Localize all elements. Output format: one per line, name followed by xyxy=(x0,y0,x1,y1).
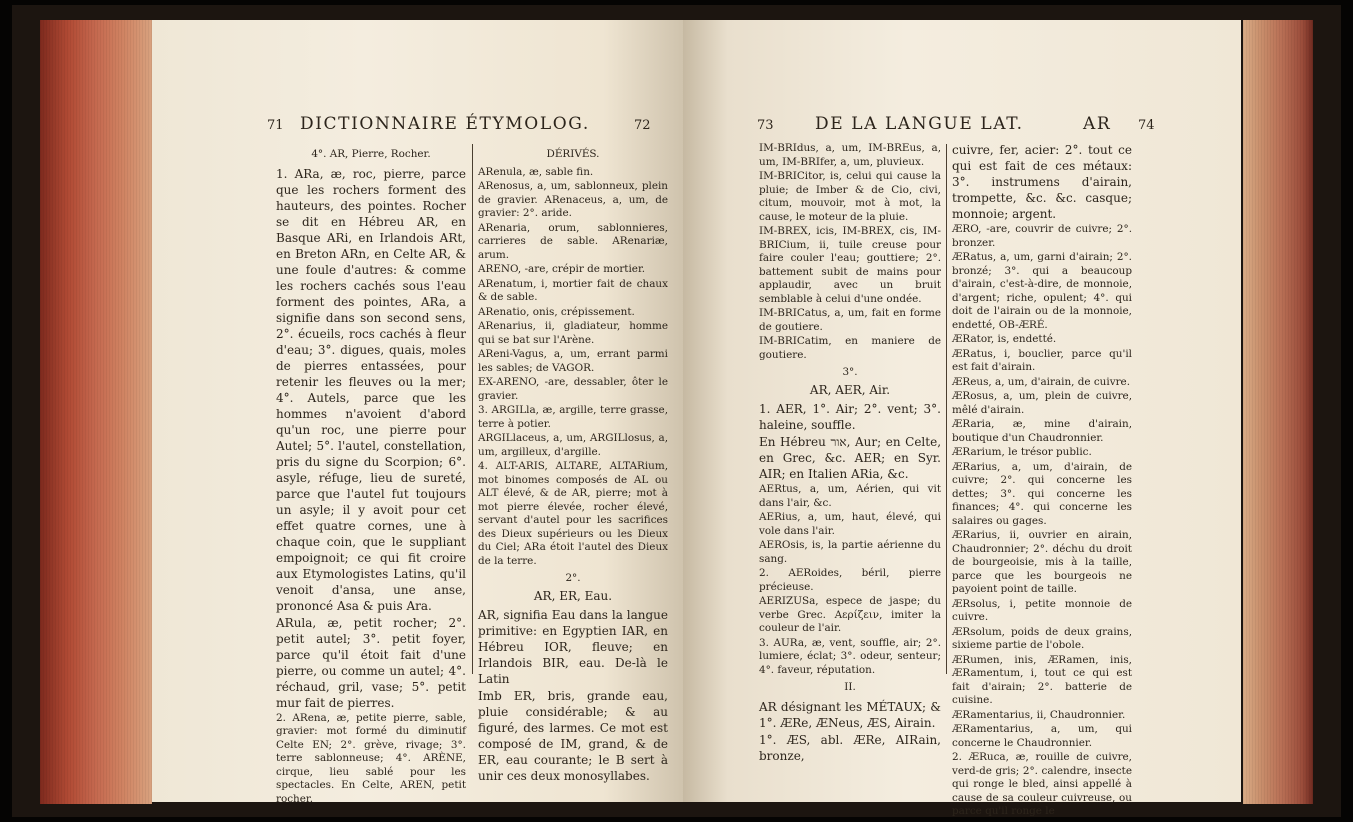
entry-paragraph: ÆRumen, inis, ÆRamen, inis, ÆRamentum, i, tout ce qui est fait d'airain; 2°. batterie de cuisine. xyxy=(952,653,1132,706)
entry-paragraph: AR, signifia Eau dans la langue primitive: en Egyptien IAR, en Hébreu IOR, fleuve; en Irlandois BIR, eau. De-là le Latin xyxy=(478,608,668,686)
entry-paragraph: 2. AERoides, béril, pierre précieuse. xyxy=(759,567,941,593)
entry-paragraph: ÆRarius, a, um, d'airain, de cuivre; 2°. qui concerne les dettes; 3°. qui concerne les finances; 4°. qui concerne les salaires ou gages. xyxy=(952,460,1132,527)
left-page-number-b: 72 xyxy=(634,118,651,133)
entry-paragraph: ÆRamentarius, a, um, qui concerne le Chaudronnier. xyxy=(952,723,1132,749)
entry-paragraph: AEROsis, is, la partie aérienne du sang. xyxy=(759,539,941,565)
entry-paragraph: 2. ARena, æ, petite pierre, sable, gravier: mot formé du diminutif Celte EN; 2°. grève, rivage; 3°. terre sablonneuse; 4°. ARÈNE, cirque, lieu sablé pour les spectacles. En Celte, AREN, petit rocher. xyxy=(276,711,466,805)
entry-paragraph: DÉRIVÉS. xyxy=(546,148,600,160)
entry-paragraph: 1°. ÆS, abl. ÆRe, AIRain, bronze, xyxy=(759,732,941,763)
entry-paragraph: IM-BRICitor, is, celui qui cause la pluie; de Imber & de Cio, civi, citum, mouvoir, mot à mot, la cause, le moteur de la pluie. xyxy=(759,170,941,223)
right-page-number-b: 74 xyxy=(1138,118,1155,133)
entry-paragraph: ÆReus, a, um, d'airain, de cuivre. xyxy=(952,375,1130,388)
right-page xyxy=(683,20,1241,817)
entry-paragraph: IM-BREX, icis, IM-BREX, cis, IM-BRICium, ii, tuile creuse pour faire couler l'eau; gouttiere; 2°. battement subit de mains pour applaudir, avec un bruit semblable à celui d'une ondée. xyxy=(759,225,941,305)
entry-paragraph: AR désignant les MÉTAUX; & 1°. ÆRe, ÆNeus, ÆS, Airain. xyxy=(759,699,941,730)
entry-paragraph: 1. ARa, æ, roc, pierre, parce que les rochers forment des hauteurs, des pointes. Rocher se dit en Hébreu AR, en Basque ARi, en Irlandois ARt, en Breton ARn, en Celte AR, & une foule d'autres: & comme les rochers cachés sous l'eau forment des pointes, ARa, a signifie dans son second sens, 2°. écueils, rocs cachés à fleur d'eau; 3°. digues, quais, moles de pierres entassées, pour retenir les fleuves ou la mer; 4°. Autels, parce que les hommes n'avoient d'abord qu'un roc, une pierre pour Autel; 5°. l'autel, constellation, pris du signe du Scorpion; 6°. asyle, réfuge, lieu de sureté, parce que l'autel fut toujours un asyle; il y avoit pour cet effet quatre cornes, une à chaque coin, que le suppliant empoignoit; ce qui fit croire aux Etymologistes Latins, qu'il venoit d'ansa, une anse, prononcé Asa & puis Ara. xyxy=(276,166,466,613)
right-column-rule xyxy=(946,144,947,674)
entry-paragraph: ÆRsolum, poids de deux grains, sixieme partie de l'obole. xyxy=(952,625,1132,651)
entry-paragraph: 3°. xyxy=(842,366,858,378)
entry-paragraph: 2°. xyxy=(565,572,581,584)
entry-paragraph: AERIZUSa, espece de jaspe; du verbe Grec. Αερίζειν, imiter la couleur de l'air. xyxy=(759,595,941,634)
entry-paragraph: ÆRsolus, i, petite monnoie de cuivre. xyxy=(952,597,1132,623)
right-page-edges xyxy=(1243,20,1313,804)
entry-paragraph: AReni-Vagus, a, um, errant parmi les sables; de VAGOR. xyxy=(478,348,668,374)
entry-paragraph: 4. ALT-ARIS, ALTARE, ALTARium, mot binomes composés de AL ou ALT élevé, & de AR, pierre; mot à mot pierre élevée, rocher élevé, servant d'autel pour les sacrifices des Dieux supérieurs ou les Dieux du Ciel; ARa étoit l'autel des Dieux de la terre. xyxy=(478,460,668,567)
entry-paragraph: ÆRatus, i, bouclier, parce qu'il est fait d'airain. xyxy=(952,347,1132,373)
entry-paragraph: IM-BRICatim, en maniere de goutiere. xyxy=(759,335,941,361)
entry-paragraph: 3. AURa, æ, vent, souffle, air; 2°. lumiere, éclat; 3°. odeur, senteur; 4°. faveur, réputation. xyxy=(759,636,941,676)
left-column-1 xyxy=(276,144,466,805)
entry-paragraph: IM-BRICatus, a, um, fait en forme de goutiere. xyxy=(759,307,941,333)
left-page-edges xyxy=(40,20,152,804)
entry-paragraph: ARGILlaceus, a, um, ARGILlosus, a, um, argilleux, d'argille. xyxy=(478,432,668,458)
entry-paragraph: AERtus, a, um, Aérien, qui vit dans l'air, &c. xyxy=(759,483,941,509)
entry-paragraph: II. xyxy=(844,681,856,693)
entry-paragraph: ÆRarius, ii, ouvrier en airain, Chaudronnier; 2°. déchu du droit de bourgeoisie, mis à la taille, parce que les bourgeois ne payoient point de taille. xyxy=(952,529,1132,595)
entry-paragraph: ÆRamentarius, ii, Chaudronnier. xyxy=(952,708,1126,721)
entry-paragraph: En Hébreu אור, Aur; en Celte, en Grec, &c. AER; en Syr. AIR; en Italien ARia, &c. xyxy=(759,435,942,481)
entry-paragraph: ÆRosus, a, um, plein de cuivre, mêlé d'airain. xyxy=(952,390,1132,416)
entry-paragraph: AERius, a, um, haut, élevé, qui vole dans l'air. xyxy=(759,511,941,537)
entry-paragraph: ARula, æ, petit rocher; 2°. petit autel; 3°. petit foyer, parce qu'il étoit fait d'une pierre, ou comme un autel; 4°. réchaud, gril, vase; 5°. petit mur fait de pierres. xyxy=(276,615,466,710)
right-column-1 xyxy=(759,142,942,763)
entry-paragraph: Imb ER, bris, grande eau, pluie considérable; & au figuré, des larmes. Ce mot est composé de IM, grand, & de ER, eau courante; le B sert à unir ces deux monosyllabes. xyxy=(478,689,668,783)
entry-paragraph: ARenatio, onis, crépissement. xyxy=(478,305,635,318)
right-column-2 xyxy=(952,142,1132,817)
entry-paragraph: ARenosus, a, um, sablonneux, plein de gravier. ARenaceus, a, um, de gravier: 2°. aride. xyxy=(478,180,668,219)
left-column-2 xyxy=(478,144,668,783)
entry-paragraph: ARENO, -are, crépir de mortier. xyxy=(478,263,646,275)
entry-paragraph: ÆRarium, le trésor public. xyxy=(952,446,1092,458)
left-running-header: DICTIONNAIRE ÉTYMOLOG. xyxy=(300,114,590,134)
entry-paragraph: 1. AER, 1°. Air; 2°. vent; 3°. haleine, souffle. xyxy=(759,402,941,432)
left-column-rule xyxy=(472,144,473,674)
right-header-mark: AR xyxy=(1083,114,1112,134)
entry-paragraph: ÆRator, is, endetté. xyxy=(952,333,1057,345)
entry-paragraph: 2. ÆRuca, æ, rouille de cuivre, verd-de gris; 2°. calendre, insecte qui ronge le bled, ainsi appellé à cause de sa couleur cuivreuse, ou parce qu'il ronge le xyxy=(952,751,1132,817)
left-page xyxy=(152,20,683,805)
entry-paragraph: ÆRaria, æ, mine d'airain, boutique d'un Chaudronnier. xyxy=(952,418,1132,444)
entry-paragraph: AR, ER, Eau. xyxy=(533,588,613,603)
entry-paragraph: IM-BRIdus, a, um, IM-BREus, a, um, IM-BRIfer, a, um, pluvieux. xyxy=(759,142,941,168)
entry-paragraph: ÆRatus, a, um, garni d'airain; 2°. bronzé; 3°. qui a beaucoup d'airain, c'est-à-dire, de monnoie, d'argent; riche, opulent; 4°. qui doit de l'airain ou de la monnoie, endetté, OB-ÆRÉ. xyxy=(952,251,1132,331)
entry-paragraph: ÆRO, -are, couvrir de cuivre; 2°. bronzer. xyxy=(952,223,1132,249)
left-page-number-a: 71 xyxy=(267,118,284,133)
right-page-number-a: 73 xyxy=(757,118,774,133)
entry-paragraph: ARenatum, i, mortier fait de chaux & de sable. xyxy=(478,277,668,303)
entry-paragraph: cuivre, fer, acier: 2°. tout ce qui est fait de ces métaux: 3°. instrumens d'airain, trompette, &c. &c. casque; monnoie; argent. xyxy=(952,143,1132,221)
right-running-header: DE LA LANGUE LAT. xyxy=(815,114,1024,134)
entry-paragraph: EX-ARENO, -are, dessabler, ôter le gravier. xyxy=(478,376,668,402)
entry-paragraph: AR, AER, Air. xyxy=(809,382,891,397)
entry-paragraph: ARenula, æ, sable fin. xyxy=(478,165,594,178)
entry-paragraph: 3. ARGILla, æ, argille, terre grasse, terre à potier. xyxy=(478,404,668,430)
entry-paragraph: ARenarius, ii, gladiateur, homme qui se bat sur l'Arène. xyxy=(478,320,668,346)
entry-paragraph: 4°. AR, Pierre, Rocher. xyxy=(311,148,431,160)
entry-paragraph: ARenaria, orum, sablonnieres, carrieres de sable. ARenariæ, arum. xyxy=(478,221,668,261)
